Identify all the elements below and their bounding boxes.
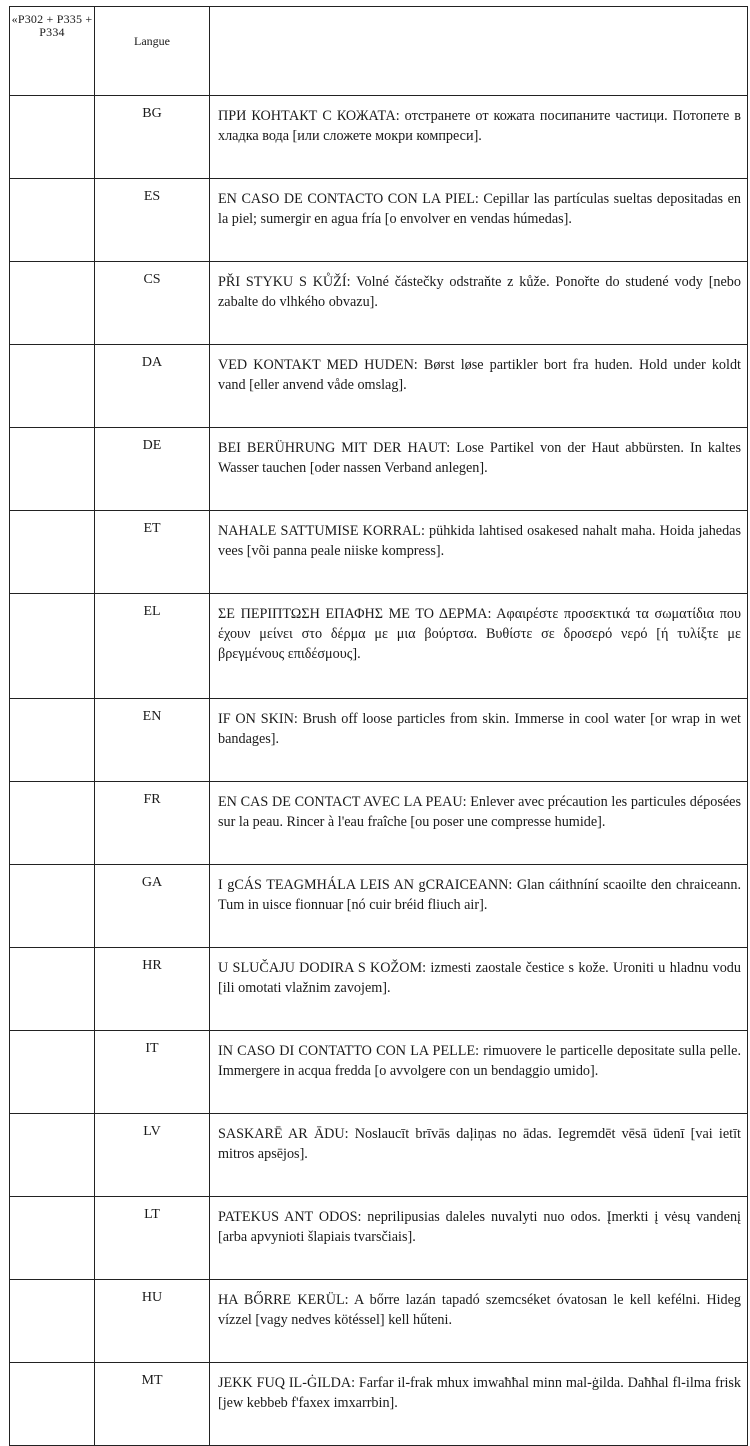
code-cell: [10, 428, 95, 511]
statement-text-cell: EN CAS DE CONTACT AVEC LA PEAU: Enlever avec précaution les particules déposées sur la peau. Rincer à l'eau fraîche [ou poser une compresse humide].: [210, 782, 748, 865]
language-code-cell: HU: [95, 1280, 210, 1363]
language-code-cell: IT: [95, 1031, 210, 1114]
table-row: [10, 262, 748, 345]
language-column-header: Langue: [95, 7, 210, 96]
statement-text-cell: ПРИ КОНТАКТ С КОЖАТА: отстранете от кожата посипаните частици. Потопете в хладка вода [или сложете мокри компреси].: [210, 96, 748, 179]
table-row: [10, 96, 748, 179]
precautionary-statements-table: [9, 6, 748, 1446]
table-row: [10, 1363, 748, 1446]
table-row: [10, 782, 748, 865]
code-cell: [10, 1197, 95, 1280]
statement-text-cell: EN CASO DE CONTACTO CON LA PIEL: Cepillar las partículas sueltas depositadas en la piel; sumergir en agua fría [o envolver en vendas húmedas].: [210, 179, 748, 262]
table-row: [10, 1031, 748, 1114]
statement-text-cell: IN CASO DI CONTATTO CON LA PELLE: rimuovere le particelle depositate sulla pelle. Immergere in acqua fredda [o avvolgere con un bendaggio umido].: [210, 1031, 748, 1114]
statement-text-cell: SASKARĒ AR ĀDU: Noslaucīt brīvās daļiņas no ādas. Iegremdēt vēsā ūdenī [vai ietīt mitros apsējos].: [210, 1114, 748, 1197]
table-row: [10, 865, 748, 948]
language-code-cell: EN: [95, 699, 210, 782]
language-code-cell: GA: [95, 865, 210, 948]
table-row: [10, 699, 748, 782]
statement-text-cell: HA BŐRRE KERÜL: A bőrre lazán tapadó szemcséket óvatosan le kell kefélni. Hideg vízzel [vagy nedves kötéssel] kell hűteni.: [210, 1280, 748, 1363]
language-code-cell: BG: [95, 96, 210, 179]
language-code-cell: ES: [95, 179, 210, 262]
statement-text-cell: PŘI STYKU S KŮŽÍ: Volné částečky odstraňte z kůže. Ponořte do studené vody [nebo zabalte do vlhkého obvazu].: [210, 262, 748, 345]
statement-text-cell: I gCÁS TEAGMHÁLA LEIS AN gCRAICEANN: Glan cáithníní scaoilte den chraiceann. Tum in uisce fionnuar [nó cuir bréid fliuch air].: [210, 865, 748, 948]
language-code-cell: DA: [95, 345, 210, 428]
statement-text-cell: ΣΕ ΠΕΡΙΠΤΩΣΗ ΕΠΑΦΗΣ ΜΕ ΤΟ ΔΕΡΜΑ: Αφαιρέστε προσεκτικά τα σωματίδια που έχουν μείνει στο δέρμα με μια βούρτσα. Βυθίστε σε δροσερό νερό [ή τυλίξτε με βρεγμένους επιδέσμους].: [210, 594, 748, 699]
language-code-cell: EL: [95, 594, 210, 699]
code-cell: [10, 96, 95, 179]
code-cell: [10, 699, 95, 782]
code-cell: [10, 865, 95, 948]
code-cell: [10, 1280, 95, 1363]
language-code-cell: MT: [95, 1363, 210, 1446]
text-column-header: [210, 7, 748, 96]
language-code-cell: FR: [95, 782, 210, 865]
statement-text-cell: BEI BERÜHRUNG MIT DER HAUT: Lose Partikel von der Haut abbürsten. In kaltes Wasser tauchen [oder nassen Verband anlegen].: [210, 428, 748, 511]
table-row: [10, 428, 748, 511]
statement-text-cell: VED KONTAKT MED HUDEN: Børst løse partikler bort fra huden. Hold under koldt vand [eller anvend våde omslag].: [210, 345, 748, 428]
code-cell: [10, 594, 95, 699]
table-row: [10, 511, 748, 594]
language-code-cell: LV: [95, 1114, 210, 1197]
language-code-cell: LT: [95, 1197, 210, 1280]
table-row: [10, 594, 748, 699]
statement-code-header: «P302 + P335 + P334: [10, 7, 95, 96]
table-row: [10, 948, 748, 1031]
table-row: [10, 1197, 748, 1280]
table-row: [10, 1114, 748, 1197]
language-code-cell: DE: [95, 428, 210, 511]
statement-text-cell: PATEKUS ANT ODOS: neprilipusias daleles nuvalyti nuo odos. Įmerkti į vėsų vandenį [arba apvynioti šlapiais tvarsčiais].: [210, 1197, 748, 1280]
table-row: [10, 1280, 748, 1363]
code-cell: [10, 948, 95, 1031]
language-code-cell: ET: [95, 511, 210, 594]
language-code-cell: HR: [95, 948, 210, 1031]
statement-text-cell: NAHALE SATTUMISE KORRAL: pühkida lahtised osakesed nahalt maha. Hoida jahedas vees [või panna peale niiske kompress].: [210, 511, 748, 594]
table-row: [10, 179, 748, 262]
statement-text-cell: JEKK FUQ IL-ĠILDA: Farfar il-frak mhux imwaħħal minn mal-ġilda. Daħħal fl-ilma frisk [jew kebbeb f'faxex imxarrbin].: [210, 1363, 748, 1446]
statement-text-cell: IF ON SKIN: Brush off loose particles from skin. Immerse in cool water [or wrap in wet bandages].: [210, 699, 748, 782]
statement-text-cell: U SLUČAJU DODIRA S KOŽOM: izmesti zaostale čestice s kože. Uroniti u hladnu vodu [ili omotati vlažnim zavojem].: [210, 948, 748, 1031]
code-cell: [10, 179, 95, 262]
code-cell: [10, 345, 95, 428]
table-header-row: [10, 7, 748, 96]
code-cell: [10, 782, 95, 865]
code-cell: [10, 262, 95, 345]
language-code-cell: CS: [95, 262, 210, 345]
code-cell: [10, 1031, 95, 1114]
code-cell: [10, 1114, 95, 1197]
table-row: [10, 345, 748, 428]
code-cell: [10, 511, 95, 594]
code-cell: [10, 1363, 95, 1446]
